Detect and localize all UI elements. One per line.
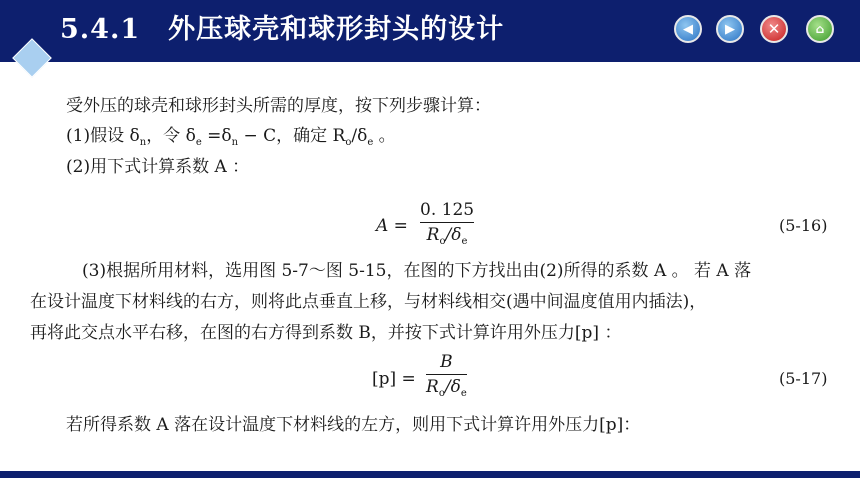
eq2-fraction [426, 352, 467, 404]
section-number: 5.4.1 [60, 14, 141, 45]
eq1-denominator: $R_o/\delta_e$ [426, 225, 468, 247]
step1-text: (1)假设 $\delta_n$，令 $\delta_e =\delta_n - C$，确定 $R_o/\delta_e$ 。 [66, 126, 396, 148]
intro-text: 受外压的球壳和球形封头所需的厚度，按下列步骤计算： [66, 96, 491, 116]
home-icon[interactable]: ⌂ [806, 15, 834, 43]
step3-line1: (3)根据所用材料，选用图 5-7～图 5-15，在图的下方找出由(2)所得的系数 A 。 若 A 落 [82, 261, 752, 281]
fraction-bar [420, 222, 474, 223]
eq2-denominator: $R_o/\delta_e$ [426, 377, 467, 399]
close-icon[interactable]: ✕ [760, 15, 788, 43]
eq2-number: (5-17) [779, 369, 828, 388]
eq1-numerator: 0. 125 [420, 200, 475, 220]
eq2-numerator: B [440, 352, 453, 372]
eq1-fraction [420, 200, 474, 252]
last-line: 若所得系数 A 落在设计温度下材料线的左方，则用下式计算许用外压力[p]： [66, 415, 641, 435]
eq1-number: (5-16) [779, 216, 828, 235]
eq1-lhs: A = [376, 216, 408, 236]
arrow-right-icon[interactable]: ▶ [716, 15, 744, 43]
step3-line2: 在设计温度下材料线的右方，则将此点垂直上移，与材料线相交(遇中间温度值用内插法)， [30, 292, 707, 312]
eq2-lhs: [p] = [372, 369, 416, 389]
fraction-bar [426, 374, 467, 375]
section-title: 外压球壳和球形封头的设计 [168, 14, 505, 45]
arrow-left-icon[interactable]: ◀ [674, 15, 702, 43]
footer-bar [0, 471, 860, 478]
step3-line3: 再将此交点水平右移，在图的右方得到系数 B，并按下式计算许用外压力[p] ： [30, 323, 622, 343]
step2-text: (2)用下式计算系数 A ： [66, 157, 250, 177]
